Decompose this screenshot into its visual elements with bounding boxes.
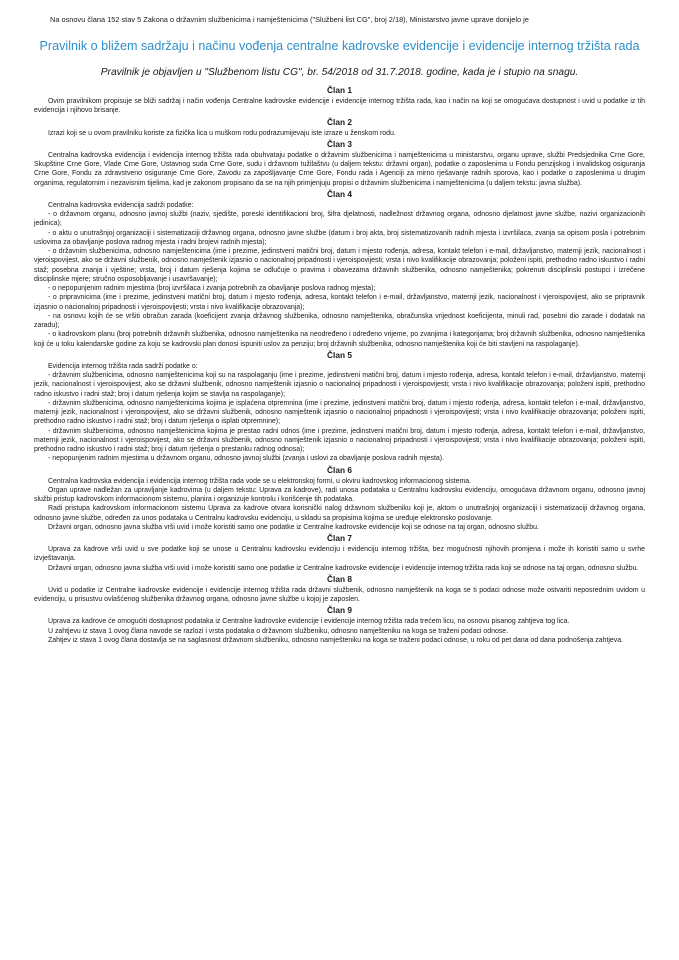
article-paragraph: Izrazi koji se u ovom pravilniku koriste za fizička lica u muškom rodu podrazumijevaju iste izraze u ženskom rodu. bbox=[48, 129, 396, 137]
article-paragraph: - o državnim službenicima, odnosno namještenicima (ime i prezime, jedinstveni matični broj, datum i mjesto rođenja, adresa, kontakt telefon i e-mail, državljanstvo, maternji jezik, nacionalnost i vjeroispovijest, ako se državni službenik, odnosno namještenik izjasnio o nacionalnoj pripadnosti i vjeroispovijesti; vrsta i nivo kvalifikacije obrazovanja; položeni ispiti, prethodno radno iskustvo i radni staž; posebna znanja i vještine; vrsta, broj i datum rješenja kojima se odlučuje o pravima i obavezama državnih službenika, odnosno namještenika; pokrenuti disciplinski postupci i izrečene disciplinske mjere; stručno osposobljavanje i usavršavanje); bbox=[34, 248, 645, 283]
article-paragraph: Uprava za kadrove će omogućiti dostupnost podataka iz Centralne kadrovske evidencije i evidencije internog tržišta rada trećem licu, na osnovu pisanog zahtjeva tog lica. bbox=[48, 618, 570, 626]
article-paragraph: Državni organ, odnosno javna služba vrši uvid i može koristiti samo one podatke iz Centralne kadrovske evidencije koji se odnose na taj organ, odnosno službu. bbox=[48, 523, 539, 531]
article-paragraph: Centralna kadrovska evidencija sadrži podatke: bbox=[48, 201, 194, 209]
article-heading: Član 6 bbox=[327, 464, 352, 475]
articles bbox=[34, 85, 645, 645]
article-heading: Član 8 bbox=[327, 573, 352, 584]
article-paragraph: Evidencija internog tržišta rada sadrži podatke o: bbox=[48, 362, 198, 370]
article-paragraph: - na osnovu kojih će se vršiti obračun zarada (koeficijent zvanja državnog službenika, odnosno namještenika, obračunska vrijednost koeficijenta, minuli rad, posebni dio zarade i dodatak na zaradu); bbox=[34, 312, 645, 329]
article-paragraph: Organ uprave nadležan za upravljanje kadrovima (u daljem tekstu: Uprava za kadrove), radi unosa podataka u Centralnu kadrovsku evidenciju, omogućava državnom organu, odnosno javnoj službi pristup kadrovskom informacionom sistemu, planira i organizuje kontrolu i korišćenje tih podataka. bbox=[34, 486, 645, 503]
article-paragraph: Uprava za kadrove vrši uvid u sve podatke koji se unose u Centralnu kadrovsku evidenciju i evidenciju internog tržišta, bez mogućnosti njihovih promjena i može ih koristiti samo u svrhe izvještavanja. bbox=[34, 546, 645, 563]
article-paragraph: - o nepopunjenim radnim mjestima (broj izvršilaca i zvanja potrebnih za obavljanje poslova radnog mjesta); bbox=[48, 285, 376, 292]
article-heading: Član 5 bbox=[327, 349, 352, 360]
article-paragraph: - o kadrovskom planu (broj potrebnih državnih službenika, odnosno namještenika na neodređeno i određeno vrijeme, po zvanjima i kategorijama; broj državnih službenika, odnosno namještenika koji će u toku kalendarske godine za koju se kadrovski plan donosi ispuniti uslov za penziju; broj državnih službenika, odnosno namještenika koji će biti stavljeni na raspolaganje). bbox=[34, 331, 645, 348]
article-paragraph: Državni organ, odnosno javna služba vrši uvid i može koristiti samo one podatke iz Centralne kadrovske evidencije i evidencije internog tržišta rada koji se odnose na taj organ, odnosno službu. bbox=[48, 564, 639, 572]
article-paragraph: Ovim pravilnikom propisuje se bliži sadržaj i način vođenja Centralne kadrovske evidencije i evidencije internog tržišta rada, kao i način na koji se omogućava dostupnost i uvid u podatke iz tih evidencija i njihovo brisanje. bbox=[34, 98, 645, 115]
article-heading: Član 4 bbox=[327, 188, 352, 199]
article-paragraph: Radi pristupa kadrovskom informacionom sistemu Uprava za kadrove otvara korisnički nalog državnom službeniku koji je, aktom o unutrašnjoj organizaciji i sistematizaciji državnog organa, odnosno javne službe, određen za unos podataka u Centralnu kadrovsku evidenciju, u skladu sa propisima kojima se uređuje elektronsko poslovanje. bbox=[34, 505, 645, 522]
article-heading: Član 2 bbox=[327, 116, 352, 127]
intro-text: Na osnovu člana 152 stav 5 Zakona o državnim službenicima i namještenicima ("Službeni list CG", broj 2/18), Ministarstvo javne uprave donijelo je bbox=[50, 15, 529, 24]
article-heading: Član 7 bbox=[327, 533, 352, 543]
article-paragraph: - nepopunjenim radnim mjestima u državnom organu, odnosno javnoj službi (zvanja i uslovi za obavljanje poslova radnih mjesta). bbox=[48, 455, 445, 463]
article-paragraph: - državnim službenicima, odnosno namještenicima kojima je isplaćena otpremnina (ime i prezime, jedinstveni matični broj, datum i mjesto rođenja, adresa, kontakt telefon i e-mail, državljanstvo, maternji jezik, nacionalnost i vjeroispovijest, ako se državni službenik, odnosno namještenik izjasnio o nacionalnoj pripadnosti i vjeroispovijesti; vrsta i nivo kvalifikacije obrazovanja; položeni ispiti, prethodno radno iskustvo i radni staž; broj i datum rješenja o isplati otpremnine); bbox=[34, 399, 645, 426]
article-paragraph: Centralna kadrovska evidencija i evidencija internog tržišta rada vode se u elektronskoj formi, u okviru kadrovskog informacionog sistema. bbox=[48, 477, 472, 485]
article-paragraph: - o pripravnicima (ime i prezime, jedinstveni matični broj, datum i mjesto rođenja, adresa, kontakt telefon i e-mail, državljanstvo, maternji jezik, nacionalnost i vjeroispovijest, ako se pripravnik izjasnio o nacionalnoj pripadnosti i vjeroispovijesti; vrsta i nivo kvalifikacije obrazovanja); bbox=[34, 294, 645, 311]
article-paragraph: Uvid u podatke iz Centralne kadrovske evidencije i evidencije internog tržišta rada državni službenik, odnosno namještenik na koga se ti podaci odnose može ostvariti neposrednim uvidom u evidenciju, u prisustvu ovlašćenog službenika državnog organa, odnosno javne službe u kojoj je zaposlen. bbox=[34, 586, 645, 603]
publication-note: Pravilnik je objavljen u "Službenom listu CG", br. 54/2018 od 31.7.2018. godine, kada je i stupio na snagu. bbox=[100, 67, 579, 78]
article-paragraph: - o aktu o unutrašnjoj organizaciji i sistematizaciji državnog organa, odnosno javne službe (datum i broj akta, broj sistematizovanih radnih mjesta i izvršilaca, zvanja sa opisom posla i potrebnim uslovima za obavljanje poslova radnog mjesta i radni brojevi radnih mjesta); bbox=[34, 229, 645, 246]
article-paragraph: Zahtjev iz stava 1 ovog člana dostavlja se na saglasnost državnom službeniku, odnosno namješteniku na koga se traženi podaci odnose, u roku od pet dana od dana podnošenja zahtjeva. bbox=[48, 636, 624, 644]
article-paragraph: - državnim službenicima, odnosno namještenicima kojima je prestao radni odnos (ime i prezime, jedinstveni matični broj, datum i mjesto rođenja, adresa, kontakt telefon i e-mail, državljanstvo, maternji jezik, nacionalnost i vjeroispovijest, ako se državni službenik, odnosno namještenik izjasnio o nacionalnoj pripadnosti i vjeroispovijesti; vrsta i nivo kvalifikacije obrazovanja; položeni ispiti, prethodno radno iskustvo i radni staž; broj i datum rješenja o prestanku radnog odnosa); bbox=[34, 427, 645, 453]
article-heading: Član 3 bbox=[327, 138, 352, 149]
article-heading: Član 1 bbox=[327, 85, 352, 95]
article-paragraph: Centralna kadrovska evidencija i evidencija internog tržišta rada obuhvataju podatke o državnim službenicima i namještenicima u ministarstvu, organu uprave, službi Predsjednika Crne Gore, Skupštine Crne Gore, Vlade Crne Gore, Ustavnog suda Crne Gore, sudu i državnom tužilaštvu (u daljem tekstu: državni organ), podatke o zaposlenima u Fondu penzijskog i invalidskog osiguranja Crne Gore, Fondu za zdravstveno osiguranje Crne Gore, Zavodu za zapošljavanje Crne Gore, Fondu rada i Agenciji za mirno rješavanje radnih sporova, kao i podatke o zaposlenima u drugim organima, regulatornim i nezavisnim tijelima, kad je zakonom propisano da se na njih primjenjuju propisi o državnim službenicima i namještenicima (u daljem tekstu: javna služba). bbox=[34, 151, 645, 187]
article-heading: Član 9 bbox=[327, 605, 352, 616]
article-paragraph: U zahtjevu iz stava 1 ovog člana navode se razlozi i vrsta podataka o državnom službeniku, odnosno namješteniku na koga se traženi podaci odnose. bbox=[48, 627, 509, 635]
article-paragraph: - o državnom organu, odnosno javnoj službi (naziv, sjedište, poreski identifikacioni broj, šifra djelatnosti, nadležnost državnog organa, odnosno djelatnost javne službe, nazivi organizacionih jedinica); bbox=[34, 211, 645, 228]
document-title: Pravilnik o bližem sadržaju i načinu vođenja centralne kadrovske evidencije i evidencije internog tržišta rada bbox=[39, 39, 640, 53]
article-paragraph: - državnim službenicima, odnosno namještenicima koji su na raspolaganju (ime i prezime, jedinstveni matični broj, datum i mjesto rođenja, adresa, kontakt telefon i e-mail, državljanstvo, maternji jezik, nacionalnost i vjeroispovijest, ako se državni službenik, odnosno namještenik izjasnio o nacionalnoj pripadnosti i vjeroispovijesti; vrsta i nivo kvalifikacije obrazovanja; položeni ispiti, prethodno radno iskustvo i radni staž; broj i datum rješenja kojim se stavlja na raspolaganje); bbox=[34, 372, 645, 398]
